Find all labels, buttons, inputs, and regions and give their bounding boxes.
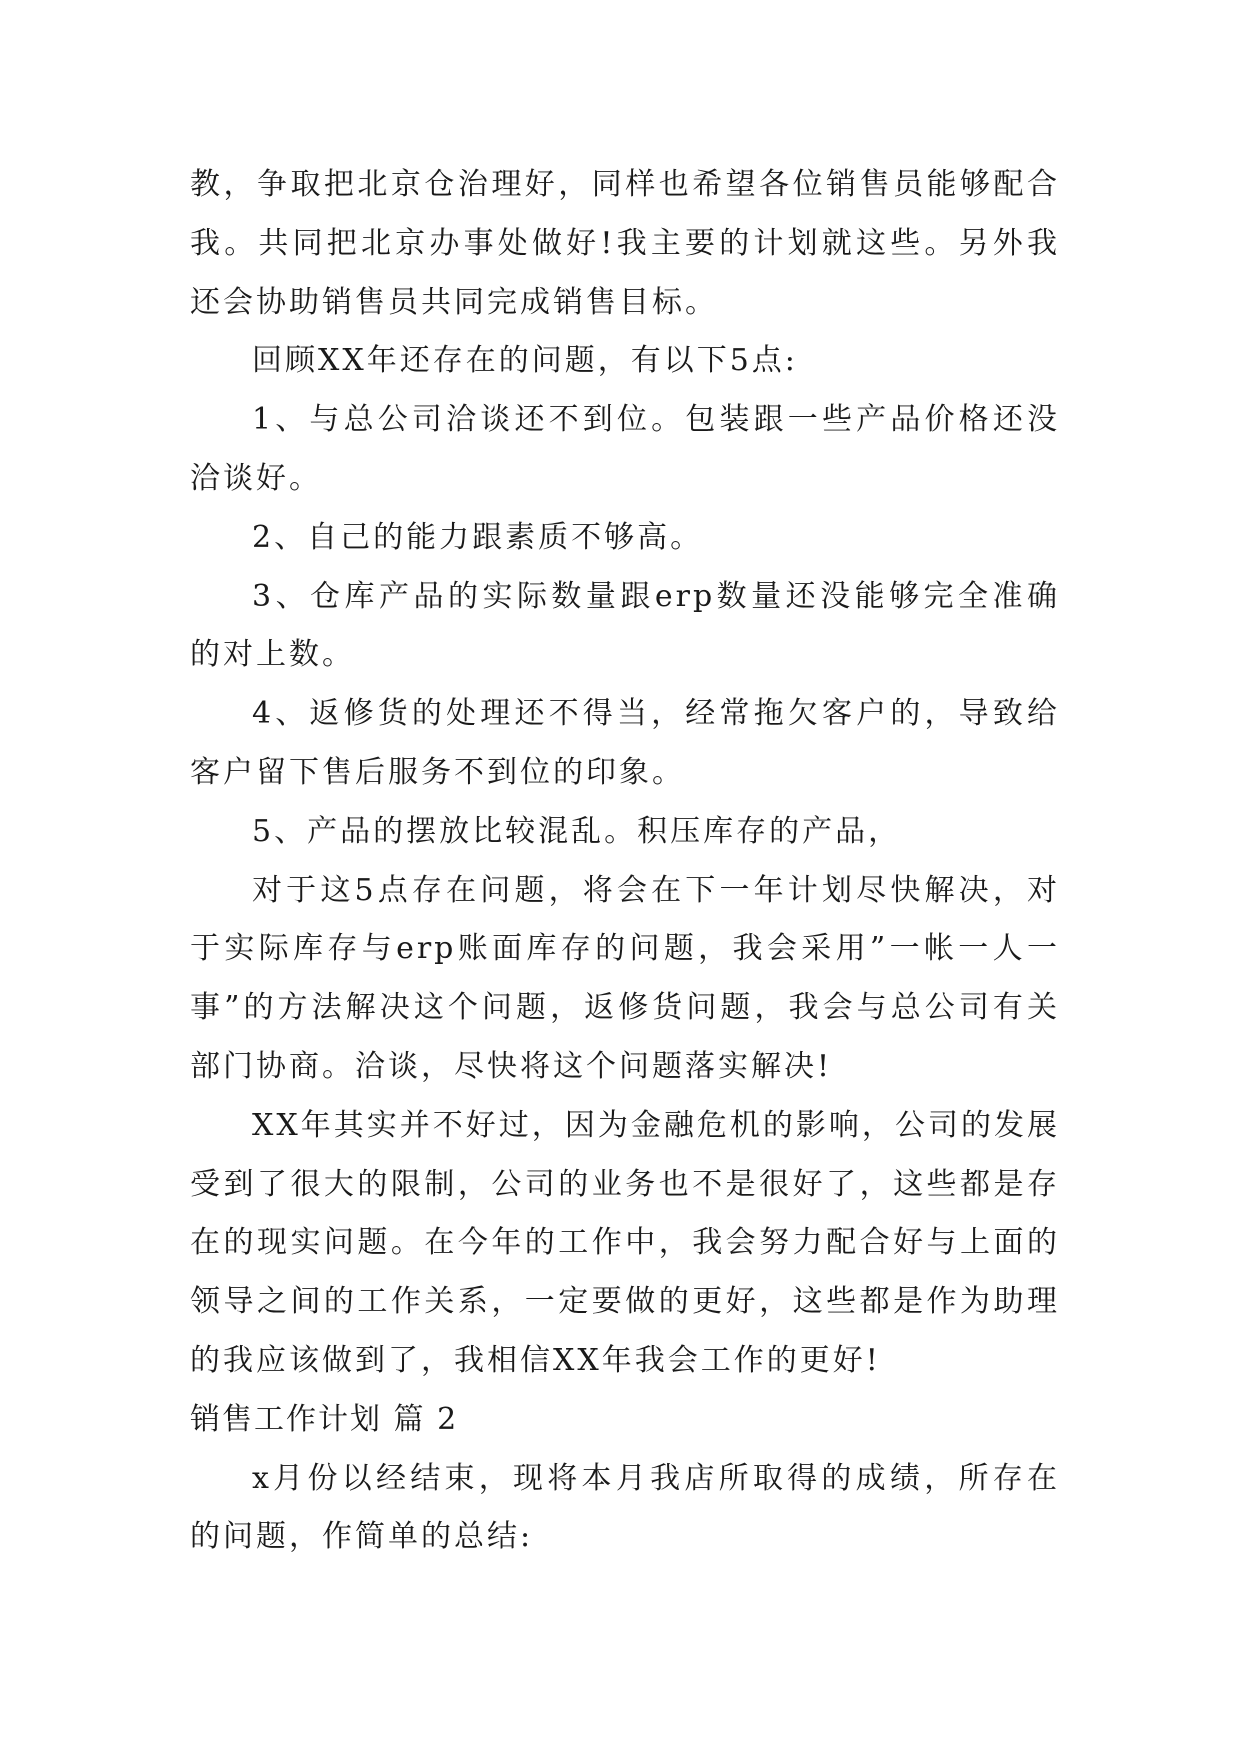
paragraph-problem-2: 2、自己的能力跟素质不够高。 bbox=[252, 519, 704, 555]
paragraph-problem-5: 5、产品的摆放比较混乱。积压库存的产品， bbox=[252, 813, 902, 849]
paragraph-problems-intro: 回顾XX年还存在的问题，有以下5点: bbox=[252, 343, 798, 379]
section-heading: 销售工作计划 篇 2 bbox=[190, 1401, 459, 1437]
paragraph-section-intro: x月份以经结束，现将本月我店所取得的成绩，所存在的问题，作简单的总结: bbox=[190, 1460, 1060, 1555]
paragraph-solutions: 对于这5点存在问题，将会在下一年计划尽快解决，对于实际库存与erp账面库存的问题，我会采用”一帐一人一事”的方法解决这个问题，返修货问题，我会与总公司有关部门协商。洽谈，尽快将这个问题落实解决! bbox=[190, 872, 1060, 1084]
paragraph-problem-4: 4、返修货的处理还不得当，经常拖欠客户的，导致给客户留下售后服务不到位的印象。 bbox=[190, 696, 1060, 790]
paragraph-continuation: 教，争取把北京仓治理好，同样也希望各位销售员能够配合我。共同把北京办事处做好!我主要的计划就这些。另外我还会协助销售员共同完成销售目标。 bbox=[190, 167, 1060, 320]
paragraph-outlook: XX年其实并不好过，因为金融危机的影响，公司的发展受到了很大的限制，公司的业务也不是很好了，这些都是存在的现实问题。在今年的工作中，我会努力配合好与上面的领导之间的工作关系，一定要做的更好，这些都是作为助理的我应该做到了，我相信XX年我会工作的更好! bbox=[190, 1107, 1060, 1378]
paragraph-problem-3: 3、仓库产品的实际数量跟erp数量还没能够完全准确的对上数。 bbox=[190, 578, 1060, 673]
paragraph-problem-1: 1、与总公司洽谈还不到位。包装跟一些产品价格还没洽谈好。 bbox=[190, 402, 1060, 496]
document-body bbox=[190, 156, 1060, 1567]
